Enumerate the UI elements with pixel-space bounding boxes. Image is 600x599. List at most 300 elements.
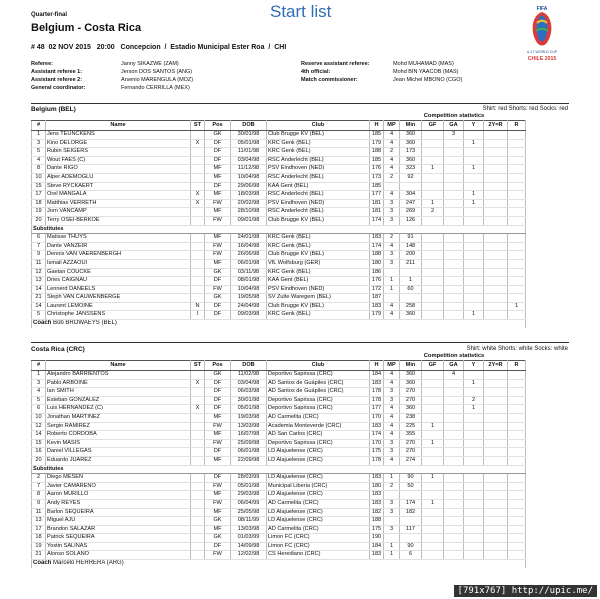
cell-2yr (484, 551, 508, 560)
cell-club: Deportivo Saprissa (CRC) (267, 439, 370, 448)
cell-name: Dries CAIGNAU (46, 277, 191, 286)
cell-r (508, 525, 526, 534)
table-row (32, 173, 526, 182)
cell-club: KRC Genk (BEL) (267, 234, 370, 243)
cell-name: Sergio RAMIREZ (46, 422, 191, 431)
cell-gf (422, 534, 444, 543)
cell-2yr (484, 208, 508, 217)
cell-2yr (484, 156, 508, 165)
cell-club: Deportivo Saprissa (CRC) (267, 405, 370, 414)
table-row (32, 371, 526, 380)
cell-pos: DF (205, 405, 231, 414)
cell-2yr (484, 234, 508, 243)
cell-y (464, 517, 484, 526)
table-row (32, 277, 526, 286)
official-value-right: Mohd BIN YAACOB (MAS) (393, 69, 459, 75)
cell-y (464, 277, 484, 286)
cell-min: 270 (400, 396, 422, 405)
cell-y: 2 (464, 396, 484, 405)
cell-: 11 (32, 508, 46, 517)
cell-name: Steph VAN CAUWENBERGE (46, 294, 191, 303)
cell-st (191, 148, 205, 157)
cell-h: 188 (370, 251, 384, 260)
cell-min: 60 (400, 285, 422, 294)
cell-club: RSC Anderlecht (BEL) (267, 208, 370, 217)
cell-mp: 3 (384, 251, 400, 260)
cell-st (191, 551, 205, 560)
cell-name: Diego MESEN (46, 474, 191, 483)
cell-2yr (484, 448, 508, 457)
cell-name: Aaron MURILLO (46, 491, 191, 500)
cell-dob: 11/02/98 (231, 371, 267, 380)
cell-gf (422, 285, 444, 294)
cell-min: 360 (400, 405, 422, 414)
cell-: 2 (32, 474, 46, 483)
watermark: [791x767] http://upic.me/ (454, 585, 597, 597)
table-row (32, 165, 526, 174)
table-row (32, 499, 526, 508)
cell-r (508, 456, 526, 465)
cell-mp: 4 (384, 422, 400, 431)
cell-club: Club Brugge KV (BEL) (267, 131, 370, 140)
tournament-logo (522, 3, 562, 65)
cell-dob: 19/05/98 (231, 294, 267, 303)
cell-st: X (191, 199, 205, 208)
cell-pos: DF (205, 148, 231, 157)
cell-: 11 (32, 259, 46, 268)
cell-name: Orel MANGALA (46, 191, 191, 200)
cell-2yr (484, 517, 508, 526)
cell-pos: MF (205, 508, 231, 517)
cell-pos: GK (205, 268, 231, 277)
cell-gf (422, 234, 444, 243)
column-header: Y (464, 361, 484, 371)
cell-r (508, 148, 526, 157)
substitutes-label: Substitutes (32, 225, 526, 234)
table-row (32, 439, 526, 448)
cell-club: Club Brugge KV (BEL) (267, 216, 370, 225)
cell-y (464, 131, 484, 140)
cell-2yr (484, 474, 508, 483)
cell-h: 175 (370, 525, 384, 534)
cell-y (464, 302, 484, 311)
official-label-right: 4th official: (301, 69, 331, 75)
cell-r (508, 173, 526, 182)
cell-2yr (484, 396, 508, 405)
cell-st (191, 517, 205, 526)
cell-ga (444, 191, 464, 200)
table-row (32, 216, 526, 225)
cell-y (464, 173, 484, 182)
cell-y: 1 (464, 311, 484, 320)
cell-2yr (484, 302, 508, 311)
cell-min: 91 (400, 234, 422, 243)
cell-name: Brandon SALAZAR (46, 525, 191, 534)
cell-pos: MF (205, 431, 231, 440)
cell-h: 186 (370, 268, 384, 277)
column-header: Pos (205, 121, 231, 131)
team-1-kit: Shirt: red Shorts: red Socks: red (482, 106, 568, 112)
column-header: R (508, 361, 526, 371)
cell-h: 184 (370, 371, 384, 380)
cell-st (191, 431, 205, 440)
official-value-left: Fernando CERRILLA (MEX) (121, 85, 190, 91)
table-row (32, 551, 526, 560)
cell-club: AD San Carlos (CRC) (267, 431, 370, 440)
cell-h: 185 (370, 182, 384, 191)
cell-pos: FW (205, 242, 231, 251)
cell-y (464, 259, 484, 268)
cell-ga (444, 173, 464, 182)
cell-dob: 13/03/98 (231, 525, 267, 534)
cell-gf (422, 405, 444, 414)
cell-gf (422, 508, 444, 517)
cell-pos: MF (205, 413, 231, 422)
cell-r (508, 259, 526, 268)
cell-h: 178 (370, 396, 384, 405)
cell-name: Pablo ARBOINE (46, 379, 191, 388)
cell-ga (444, 251, 464, 260)
cell-gf (422, 216, 444, 225)
cell-mp (384, 517, 400, 526)
cell-name: Luis HERNANDEZ (C) (46, 405, 191, 414)
cell-min (400, 491, 422, 500)
table-row (32, 448, 526, 457)
cell-st: X (191, 379, 205, 388)
cell-h: 187 (370, 294, 384, 303)
cell-min: 270 (400, 448, 422, 457)
cell-y (464, 234, 484, 243)
cell-ga (444, 311, 464, 320)
cell-min: 90 (400, 542, 422, 551)
cell-club: PSV Eindhoven (NED) (267, 165, 370, 174)
match-number: # 48 (31, 44, 45, 51)
cell-ga (444, 199, 464, 208)
cell-2yr (484, 525, 508, 534)
official-label-left: Assistant referee 2: (31, 77, 83, 83)
separator: / (164, 44, 167, 51)
cell-ga (444, 259, 464, 268)
cell-dob: 24/01/98 (231, 234, 267, 243)
cell-r (508, 542, 526, 551)
cell-ga (444, 268, 464, 277)
cell-dob: 25/05/98 (231, 508, 267, 517)
cell-min: 238 (400, 413, 422, 422)
table-row (32, 199, 526, 208)
cell-dob: 09/01/98 (231, 216, 267, 225)
cell-ga (444, 499, 464, 508)
cell-r (508, 199, 526, 208)
cell-name: Alejandro BARRIENTOS (46, 371, 191, 380)
cell-ga: 3 (444, 131, 464, 140)
cell-pos: DF (205, 302, 231, 311)
cell-: 5 (32, 311, 46, 320)
cell-r (508, 156, 526, 165)
cell-gf (422, 396, 444, 405)
cell-2yr (484, 191, 508, 200)
cell-r (508, 551, 526, 560)
cell-mp: 3 (384, 499, 400, 508)
cell-2yr (484, 242, 508, 251)
cell-dob: 26/06/98 (231, 251, 267, 260)
cell-dob: 11/12/98 (231, 165, 267, 174)
cell-h: 183 (370, 302, 384, 311)
match-city: Concepcion (120, 44, 161, 51)
cell-h: 188 (370, 517, 384, 526)
cell-gf (422, 551, 444, 560)
page-title: Start list (270, 2, 332, 21)
cell-ga (444, 148, 464, 157)
cell-h: 183 (370, 474, 384, 483)
cell-club: AD Santos de Guápiles (CRC) (267, 379, 370, 388)
cell-y (464, 499, 484, 508)
cell-ga (444, 165, 464, 174)
cell-: 9 (32, 251, 46, 260)
cell-h: 174 (370, 242, 384, 251)
cell-pos: DF (205, 542, 231, 551)
cell-2yr (484, 413, 508, 422)
cell-h: 180 (370, 482, 384, 491)
cell-: 1 (32, 371, 46, 380)
cell-st (191, 182, 205, 191)
cell-y (464, 448, 484, 457)
cell-gf (422, 173, 444, 182)
cell-: 12 (32, 422, 46, 431)
cell-mp: 1 (384, 551, 400, 560)
cell-club: LD Alajuelense (CRC) (267, 517, 370, 526)
cell-min: 6 (400, 551, 422, 560)
cell-club: LD Alajuelense (CRC) (267, 508, 370, 517)
column-header: Name (46, 121, 191, 131)
cell-y (464, 242, 484, 251)
cell-ga (444, 474, 464, 483)
cell-: 21 (32, 551, 46, 560)
cell-mp: 4 (384, 302, 400, 311)
cell-club: KRC Genk (BEL) (267, 311, 370, 320)
cell-r (508, 165, 526, 174)
cell-ga (444, 285, 464, 294)
cell-mp: 4 (384, 165, 400, 174)
cell-dob: 25/09/98 (231, 439, 267, 448)
cell-: 18 (32, 534, 46, 543)
cell-club: KAA Gent (BEL) (267, 182, 370, 191)
official-label-right: Reserve assistant referee: (301, 61, 370, 67)
cell-gf: 1 (422, 422, 444, 431)
official-value-left: Arsenio MARENGULA (MOZ) (121, 77, 194, 83)
cell-gf (422, 388, 444, 397)
cell-mp: 2 (384, 482, 400, 491)
cell-min: 148 (400, 242, 422, 251)
cell-ga (444, 396, 464, 405)
cell-dob: 10/04/98 (231, 285, 267, 294)
cell-name: Kevin MASIS (46, 439, 191, 448)
cell-st (191, 216, 205, 225)
cell-: 4 (32, 156, 46, 165)
cell-dob: 20/02/98 (231, 199, 267, 208)
team-separator: - (77, 22, 82, 34)
table-row (32, 311, 526, 320)
cell-r (508, 182, 526, 191)
cell-club: RSC Anderlecht (BEL) (267, 191, 370, 200)
cell-h: 180 (370, 259, 384, 268)
cell-mp: 1 (384, 542, 400, 551)
cell-r (508, 448, 526, 457)
cell-2yr (484, 439, 508, 448)
cell-pos: FW (205, 551, 231, 560)
cell-r (508, 396, 526, 405)
cell-st (191, 268, 205, 277)
cell-dob: 08/01/98 (231, 277, 267, 286)
cell-ga (444, 491, 464, 500)
table-row (32, 379, 526, 388)
column-header: GF (422, 121, 444, 131)
official-label-left: General coordinator: (31, 85, 86, 91)
cell-name: Barlon SEQUEIRA (46, 508, 191, 517)
cell-name: Javier CAMARENO (46, 482, 191, 491)
cell-mp: 4 (384, 379, 400, 388)
cell-pos: FW (205, 482, 231, 491)
cell-ga (444, 482, 464, 491)
cell-pos: FW (205, 199, 231, 208)
cell-ga (444, 517, 464, 526)
cell-2yr (484, 131, 508, 140)
cell-: 17 (32, 191, 46, 200)
column-header: H (370, 121, 384, 131)
logo-fifa: FIFA (536, 6, 548, 12)
cell-h: 183 (370, 499, 384, 508)
table-row (32, 491, 526, 500)
cell-h: 178 (370, 388, 384, 397)
cell-st (191, 259, 205, 268)
cell-min: 360 (400, 311, 422, 320)
cell-: 5 (32, 396, 46, 405)
cell-pos: GK (205, 294, 231, 303)
cell-club: Club Brugge KV (BEL) (267, 251, 370, 260)
cell-pos: DF (205, 311, 231, 320)
team-away: Costa Rica (84, 22, 142, 34)
cell-: 20 (32, 216, 46, 225)
cell-mp: 4 (384, 156, 400, 165)
cell-dob: 28/03/99 (231, 474, 267, 483)
cell-mp: 3 (384, 199, 400, 208)
cell-ga (444, 431, 464, 440)
column-header: Pos (205, 361, 231, 371)
cell-pos: GK (205, 371, 231, 380)
cell-: 21 (32, 294, 46, 303)
cell-dob: 30/01/98 (231, 131, 267, 140)
cell-club: Limon FC (CRC) (267, 534, 370, 543)
cell-st (191, 371, 205, 380)
cell-st: N (191, 302, 205, 311)
cell-st (191, 242, 205, 251)
cell-r (508, 405, 526, 414)
cell-st (191, 499, 205, 508)
cell-name: Ismail AZZAOUI (46, 259, 191, 268)
cell-club: PSV Eindhoven (NED) (267, 199, 370, 208)
cell-pos: GK (205, 131, 231, 140)
cell-gf (422, 413, 444, 422)
column-header: Club (267, 361, 370, 371)
cell-min (400, 268, 422, 277)
cell-y: 1 (464, 405, 484, 414)
cell-mp: 2 (384, 234, 400, 243)
cell-club: Club Brugge KV (BEL) (267, 302, 370, 311)
coach-row (32, 320, 526, 328)
column-header: Min (400, 121, 422, 131)
official-value-left: Jerson DOS SANTOS (ANG) (121, 69, 193, 75)
cell-: 15 (32, 439, 46, 448)
cell-name: Matthias VERRETH (46, 199, 191, 208)
cell-2yr (484, 499, 508, 508)
cell-dob: 05/01/98 (231, 139, 267, 148)
cell-gf (422, 379, 444, 388)
column-header: Min (400, 361, 422, 371)
official-value-right: Jean Michel MBONO (CGO) (393, 77, 463, 83)
cell-mp: 3 (384, 508, 400, 517)
cell-: 9 (32, 499, 46, 508)
cell-pos: MF (205, 165, 231, 174)
cell-pos: GK (205, 534, 231, 543)
cell-min (400, 182, 422, 191)
cell-h: 176 (370, 277, 384, 286)
table-row (32, 525, 526, 534)
cell-ga (444, 508, 464, 517)
cell-ga (444, 234, 464, 243)
cell-: 14 (32, 285, 46, 294)
cell-st (191, 173, 205, 182)
column-header: GA (444, 121, 464, 131)
cell-h: 172 (370, 285, 384, 294)
cell-pos: FW (205, 439, 231, 448)
cell-mp (384, 294, 400, 303)
cell-pos: FW (205, 285, 231, 294)
table-row (32, 542, 526, 551)
cell-club: VfL Wolfsburg (GER) (267, 259, 370, 268)
cell-2yr (484, 277, 508, 286)
cell-st (191, 156, 205, 165)
cell-pos: DF (205, 474, 231, 483)
cell-name: Daniel VILLEGAS (46, 448, 191, 457)
cell-min (400, 294, 422, 303)
cell-gf: 1 (422, 499, 444, 508)
cell-mp: 3 (384, 448, 400, 457)
cell-gf (422, 491, 444, 500)
cell-min: 247 (400, 199, 422, 208)
table-row (32, 474, 526, 483)
cell-gf (422, 182, 444, 191)
cell-st (191, 165, 205, 174)
cell-: 12 (32, 268, 46, 277)
cell-name: Dante RIGO (46, 165, 191, 174)
cell-dob: 06/01/98 (231, 259, 267, 268)
cell-min: 211 (400, 259, 422, 268)
coach-name: Marcelo HERRERA (ARG) (53, 560, 124, 567)
cell-2yr (484, 534, 508, 543)
column-header: DOB (231, 121, 267, 131)
column-header: Club (267, 121, 370, 131)
cell-gf (422, 156, 444, 165)
cell-min: 360 (400, 371, 422, 380)
cell-2yr (484, 251, 508, 260)
substitutes-label: Substitutes (32, 465, 526, 474)
cell-st (191, 542, 205, 551)
cell-min: 126 (400, 216, 422, 225)
cell-r (508, 508, 526, 517)
cell-min: 270 (400, 388, 422, 397)
cell-dob: 16/07/98 (231, 431, 267, 440)
cell-ga (444, 139, 464, 148)
cell-y (464, 371, 484, 380)
